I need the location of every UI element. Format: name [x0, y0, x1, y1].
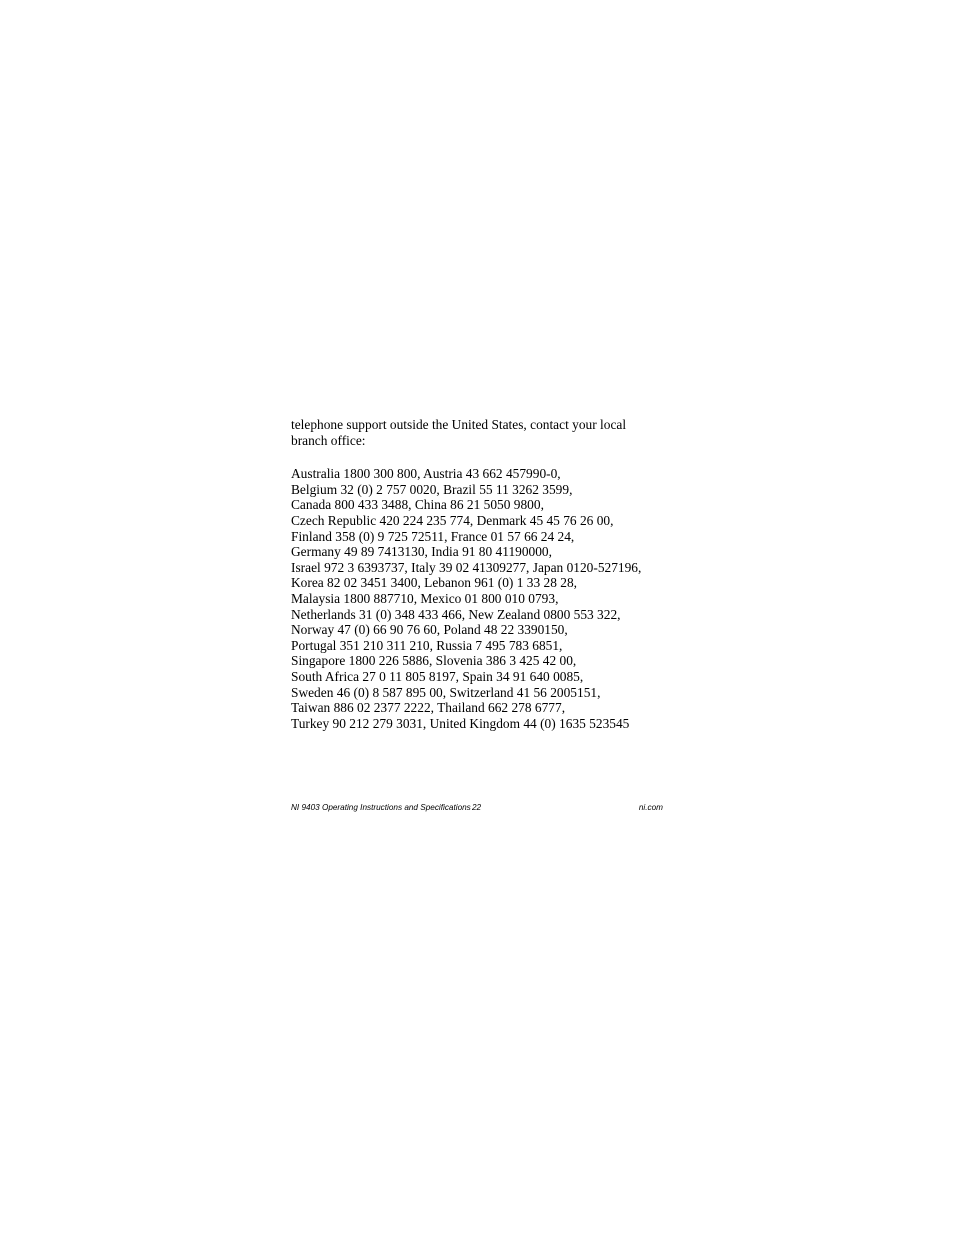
- office-line: South Africa 27 0 11 805 8197, Spain 34 91 640 0085,: [291, 668, 584, 684]
- office-line: Sweden 46 (0) 8 587 895 00, Switzerland 41 56 2005151,: [291, 684, 601, 700]
- office-line: Czech Republic 420 224 235 774, Denmark 45 45 76 26 00,: [291, 512, 614, 528]
- office-line: Australia 1800 300 800, Austria 43 662 457990-0,: [291, 466, 561, 482]
- intro-line-1: telephone support outside the United States, contact your local: [291, 417, 627, 432]
- page-content: [291, 417, 691, 731]
- branch-office-list: [291, 466, 691, 731]
- intro-paragraph: [291, 417, 691, 448]
- office-line: Singapore 1800 226 5886, Slovenia 386 3 425 42 00,: [291, 653, 577, 669]
- office-line: Taiwan 886 02 2377 2222, Thailand 662 278 6777,: [291, 700, 566, 716]
- office-line: Norway 47 (0) 66 90 76 60, Poland 48 22 3390150,: [291, 622, 568, 638]
- office-line: Canada 800 433 3488, China 86 21 5050 9800,: [291, 497, 544, 513]
- office-line: Turkey 90 212 279 3031, United Kingdom 44 (0) 1635 523545: [291, 715, 630, 731]
- office-line: Germany 49 89 7413130, India 91 80 41190000,: [291, 544, 552, 560]
- intro-line-2: branch office:: [291, 432, 366, 448]
- office-line: Finland 358 (0) 9 725 72511, France 01 57 66 24 24,: [291, 528, 575, 544]
- office-line: Belgium 32 (0) 2 757 0020, Brazil 55 11 3262 3599,: [291, 481, 573, 497]
- office-line: Netherlands 31 (0) 348 433 466, New Zealand 0800 553 322,: [291, 606, 621, 622]
- office-line: Malaysia 1800 887710, Mexico 01 800 010 0793,: [291, 590, 559, 606]
- footer-page-number: 22: [472, 803, 482, 812]
- footer-website: ni.com: [638, 803, 663, 812]
- office-line: Israel 972 3 6393737, Italy 39 02 41309277, Japan 0120-527196,: [291, 559, 642, 575]
- office-line: Portugal 351 210 311 210, Russia 7 495 783 6851,: [291, 637, 563, 653]
- office-line: Korea 82 02 3451 3400, Lebanon 961 (0) 1 33 28 28,: [291, 575, 577, 591]
- footer-document-title: NI 9403 Operating Instructions and Specifications: [291, 803, 471, 812]
